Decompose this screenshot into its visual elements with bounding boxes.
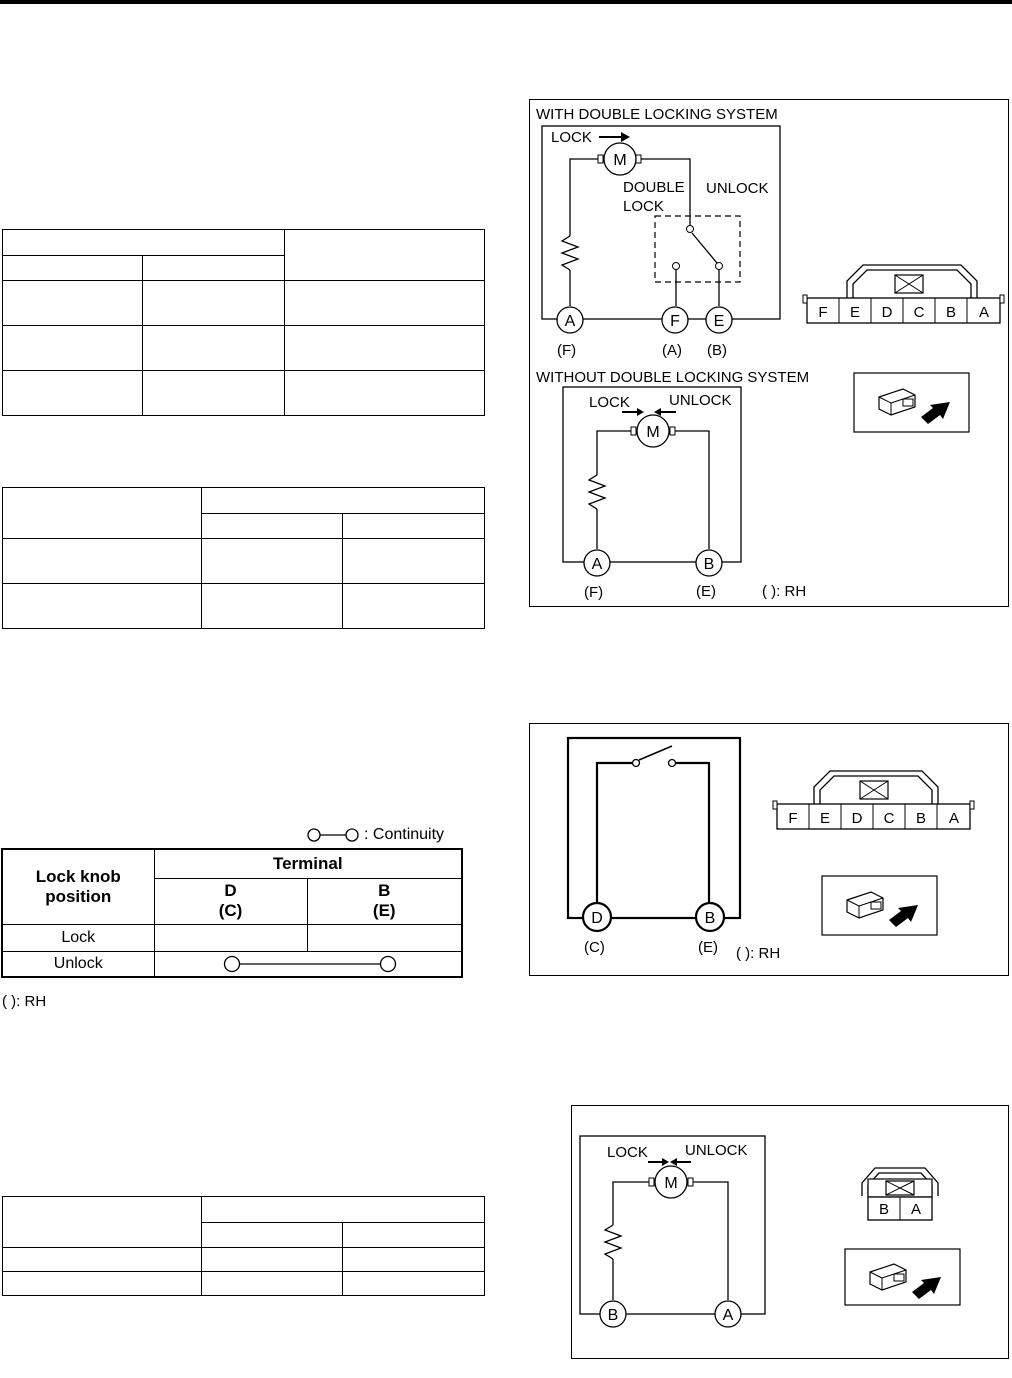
svg-text:A: A [564, 313, 576, 330]
rh-note-fig1: ( ): RH [762, 583, 807, 600]
motor-label-lower: M [646, 424, 660, 441]
unlock-label-lower: UNLOCK [669, 392, 732, 409]
continuity-legend-text: : Continuity [364, 826, 445, 843]
unlock-label-fig3: UNLOCK [685, 1142, 748, 1159]
svg-text:B: B [703, 556, 715, 573]
row-lock-label: Lock [2, 924, 154, 951]
row-lock-d [154, 924, 307, 951]
svg-text:A: A [910, 1201, 922, 1218]
row-lock-b [307, 924, 462, 951]
motor-icon-lower [631, 415, 675, 447]
empty-table-3 [2, 1196, 485, 1296]
terminal-a-fig3 [715, 1301, 741, 1327]
continuity-line-icon [155, 952, 461, 976]
continuity-legend [306, 826, 476, 846]
terminal-b-fig3 [600, 1301, 626, 1327]
svg-text:E: E [849, 304, 861, 321]
svg-text:B: B [704, 910, 716, 927]
connector-6pin-icon [803, 265, 1004, 323]
svg-text:F: F [670, 313, 680, 330]
terminal-d-rh-label: (C) [218, 901, 243, 920]
terminal-a-upper [557, 307, 583, 333]
terminal-b-lower [696, 550, 722, 576]
rh-f-lower-label: (F) [584, 584, 604, 601]
svg-text:E: E [819, 810, 831, 827]
rh-e-lower-label: (E) [696, 583, 716, 600]
terminal-e-upper [706, 307, 732, 333]
terminal-d-label: D [224, 881, 237, 900]
svg-text:C: C [913, 304, 925, 321]
figure-door-lock-actuator [529, 99, 1009, 607]
lock-label-fig3: LOCK [607, 1144, 648, 1161]
svg-text:D: D [851, 810, 863, 827]
lock-knob-header [2, 849, 154, 924]
unlock-label-upper: UNLOCK [706, 180, 769, 197]
svg-text:E: E [713, 313, 725, 330]
svg-text:B: B [915, 810, 927, 827]
motor-label-upper: M [613, 152, 627, 169]
terminal-b-header [307, 878, 462, 924]
svg-text:F: F [818, 304, 828, 321]
lock-knob-table [1, 848, 463, 978]
svg-text:B: B [878, 1201, 890, 1218]
svg-text:B: B [945, 304, 957, 321]
header-rule [0, 0, 1012, 4]
svg-text:F: F [788, 810, 798, 827]
svg-text:A: A [722, 1307, 734, 1324]
connector-view-icon-1 [854, 373, 969, 432]
svg-text:A: A [948, 810, 960, 827]
continuity-symbol-icon [306, 826, 366, 846]
terminal-b-fig2 [696, 903, 724, 931]
connector-2pin-icon [862, 1168, 938, 1220]
row-unlock-continuity [154, 951, 462, 977]
connector-view-icon-3 [845, 1249, 960, 1305]
figure-actuator-2pin [571, 1105, 1009, 1359]
resistor-lower-icon [589, 475, 605, 509]
rh-note-fig2: ( ): RH [736, 945, 781, 962]
svg-text:A: A [978, 304, 990, 321]
row-unlock-label: Unlock [2, 951, 154, 977]
motor-label-fig3: M [664, 1175, 678, 1192]
rh-e-label-fig2: (E) [698, 939, 718, 956]
empty-table-2 [2, 487, 485, 629]
lock-label-lower: LOCK [589, 394, 630, 411]
lock-label-upper: LOCK [551, 129, 592, 146]
motor-icon-upper [598, 143, 641, 175]
switch-icon-fig2 [633, 746, 676, 767]
title-with-double: WITH DOUBLE LOCKING SYSTEM [536, 106, 778, 123]
lock-knob-header-line2: position [45, 886, 112, 906]
switch-icon-upper [673, 226, 723, 270]
rh-a-label: (A) [662, 342, 682, 359]
lock-table-rh-note: ( ): RH [2, 993, 47, 1010]
lock-knob-header-line1: Lock knob [35, 866, 121, 886]
lock-arrow-icon [599, 132, 630, 142]
double-lock-switch-box [655, 216, 740, 282]
terminal-b-label: B [378, 881, 391, 900]
lock-unlock-arrows-icon-fig3 [648, 1158, 691, 1166]
svg-text:C: C [883, 810, 895, 827]
rh-b-label: (B) [707, 342, 727, 359]
connector-view-icon-2 [822, 876, 937, 935]
svg-text:B: B [607, 1307, 619, 1324]
svg-text:A: A [591, 556, 603, 573]
terminal-b-rh-label: (E) [372, 901, 396, 920]
terminal-a-lower [584, 550, 610, 576]
figure-lock-link-switch [529, 723, 1009, 976]
resistor-upper-icon [562, 236, 578, 270]
svg-text:D: D [881, 304, 893, 321]
resistor-icon-fig3 [605, 1225, 621, 1259]
terminal-f-upper [662, 307, 688, 333]
title-without-double: WITHOUT DOUBLE LOCKING SYSTEM [536, 369, 810, 386]
connector-6pin-icon-fig2 [773, 771, 974, 829]
terminal-d-header [154, 878, 307, 924]
motor-icon-fig3 [649, 1166, 693, 1198]
terminal-header: Terminal [154, 849, 462, 878]
double-lock-label: LOCK [623, 198, 664, 215]
rh-c-label: (C) [584, 939, 605, 956]
rh-f-label: (F) [557, 342, 577, 359]
terminal-d-fig2 [583, 903, 611, 931]
double-label: DOUBLE [623, 179, 685, 196]
lock-unlock-arrows-icon [622, 408, 676, 416]
empty-table-1 [2, 229, 485, 416]
svg-text:D: D [591, 910, 603, 927]
